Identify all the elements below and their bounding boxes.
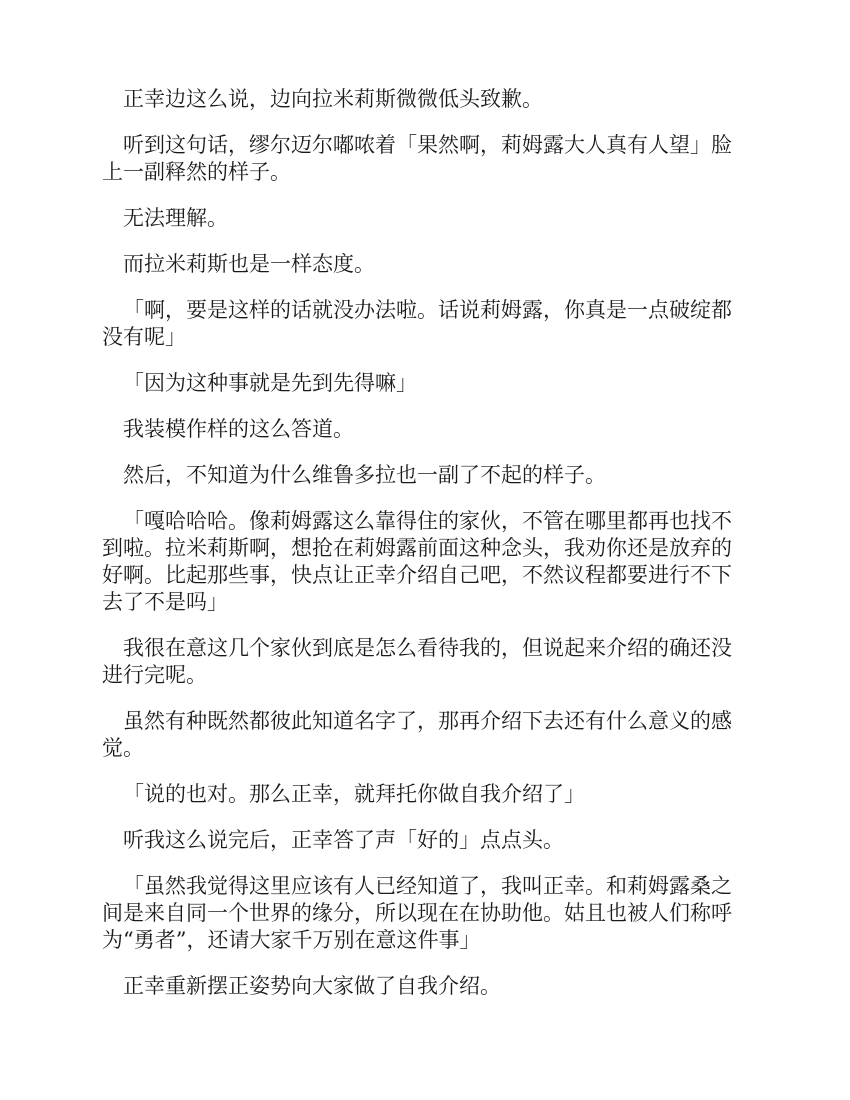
paragraph: 而拉米莉斯也是一样态度。 bbox=[123, 252, 375, 276]
paragraph: 「虽然我觉得这里应该有人已经知道了，我叫正幸。和莉姆露桑之间是来自同一个世界的缘分，所以现在在协助他。姑且也被人们称呼为“勇者”，还请大家千万别在意这件事」 bbox=[102, 874, 732, 952]
paragraph: 我很在意这几个家伙到底是怎么看待我的，但说起来介绍的确还没进行完呢。 bbox=[102, 636, 732, 687]
paragraph: 「说的也对。那么正幸，就拜托你做自我介绍了」 bbox=[123, 782, 585, 806]
paragraph: 「嘎哈哈哈。像莉姆露这么靠得住的家伙，不管在哪里都再也找不到啦。拉米莉斯啊，想抢在莉姆露前面这种念头，我劝你还是放弃的好啊。比起那些事，快点让正幸介绍自己吧，不然议程都要进行不下去了不是吗」 bbox=[102, 509, 732, 614]
paragraph: 然后，不知道为什么维鲁多拉也一副了不起的样子。 bbox=[123, 463, 606, 487]
paragraph: 我装模作样的这么答道。 bbox=[123, 417, 354, 441]
paragraph: 「啊，要是这样的话就没办法啦。话说莉姆露，你真是一点破绽都没有呢」 bbox=[102, 298, 732, 349]
paragraph: 正幸边这么说，边向拉米莉斯微微低头致歉。 bbox=[123, 87, 543, 111]
paragraph: 「因为这种事就是先到先得嘛」 bbox=[123, 371, 417, 395]
paragraph: 听我这么说完后，正幸答了声「好的」点点头。 bbox=[123, 828, 564, 852]
paragraph: 无法理解。 bbox=[123, 206, 228, 230]
paragraph: 听到这句话，缪尔迈尔嘟哝着「果然啊，莉姆露大人真有人望」脸上一副释然的样子。 bbox=[102, 133, 732, 184]
paragraph: 虽然有种既然都彼此知道名字了，那再介绍下去还有什么意义的感觉。 bbox=[102, 709, 732, 760]
paragraph: 正幸重新摆正姿势向大家做了自我介绍。 bbox=[123, 974, 501, 998]
